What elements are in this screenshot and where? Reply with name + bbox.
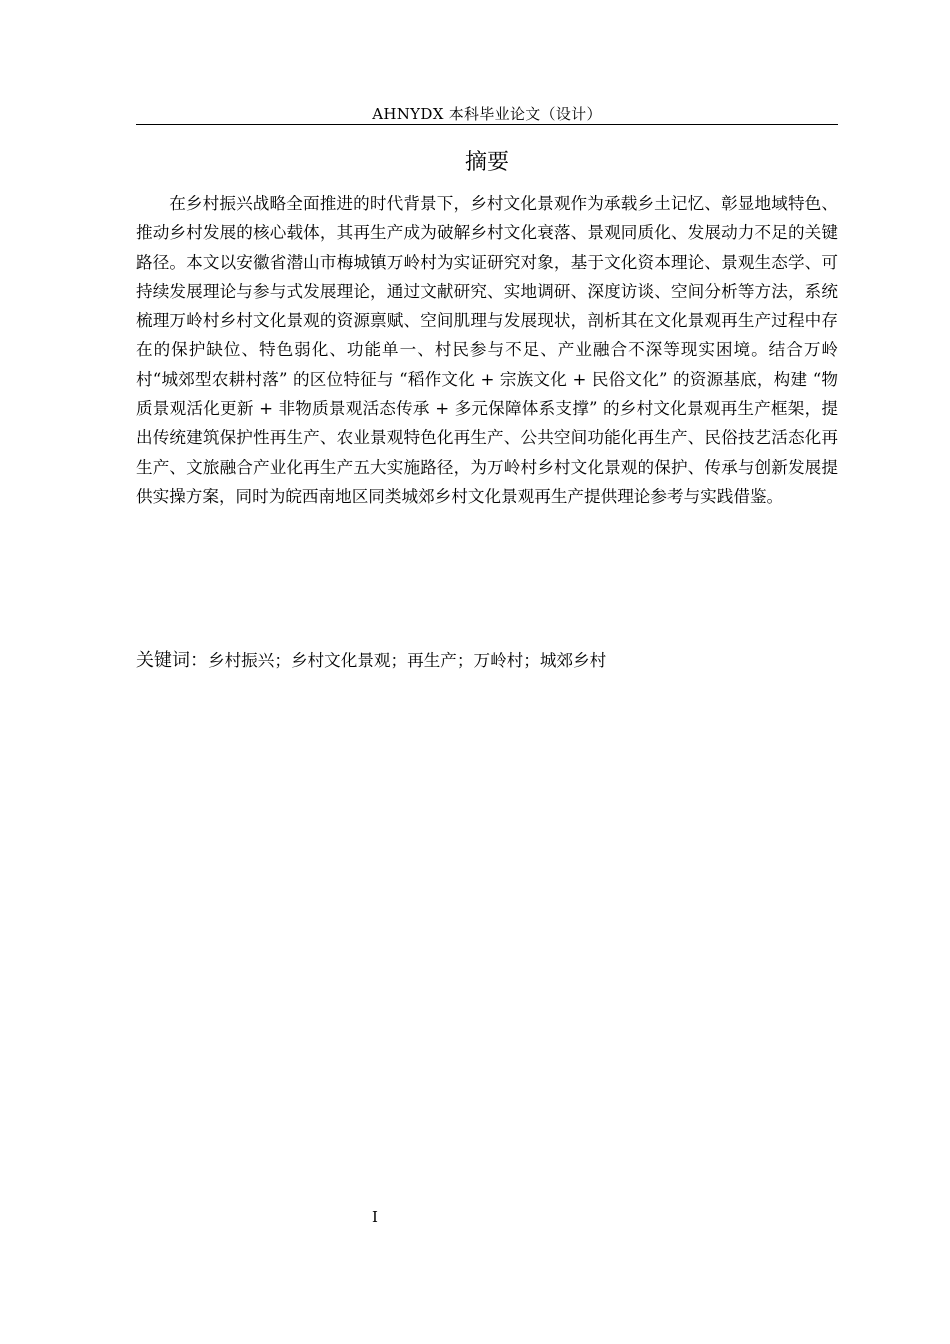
keywords-label: 关键词： [136, 650, 208, 671]
running-header: AHNYDX 本科毕业论文（设计） [372, 105, 602, 123]
abstract-body: 在乡村振兴战略全面推进的时代背景下，乡村文化景观作为承载乡土记忆、彰显地域特色、推动乡村发展的核心载体，其再生产成为破解乡村文化衰落、景观同质化、发展动力不足的关键路径。本文以安徽省潜山市梅城镇万岭村为实证研究对象，基于文化资本理论、景观生态学、可持续发展理论与参与式发展理论，通过文献研究、实地调研、深度访谈、空间分析等方法，系统梳理万岭村乡村文化景观的资源禀赋、空间肌理与发展现状，剖析其在文化景观再生产过程中存在的保护缺位、特色弱化、功能单一、村民参与不足、产业融合不深等现实困境。结合万岭村“城郊型农耕村落” 的区位特征与 “稻作文化 + 宗族文化 + 民俗文化” 的资源基底，构建 “物质景观活化更新 + 非物质景观活态传承 + 多元保障体系支撑” 的乡村文化景观再生产框架，提出传统建筑保护性再生产、农业景观特色化再生产、公共空间功能化再生产、民俗技艺活态化再生产、文旅融合产业化再生产五大实施路径，为万岭村乡村文化景观的保护、传承与创新发展提供实操方案，同时为皖西南地区同类城郊乡村文化景观再生产提供理论参考与实践借鉴。 [136, 194, 838, 506]
header-rule [136, 124, 838, 125]
abstract-title: 摘要 [464, 150, 509, 175]
keywords-value: 乡村振兴；乡村文化景观；再生产；万岭村；城郊乡村 [208, 651, 607, 670]
keywords-line [136, 648, 838, 674]
page-number: I [372, 1208, 378, 1226]
